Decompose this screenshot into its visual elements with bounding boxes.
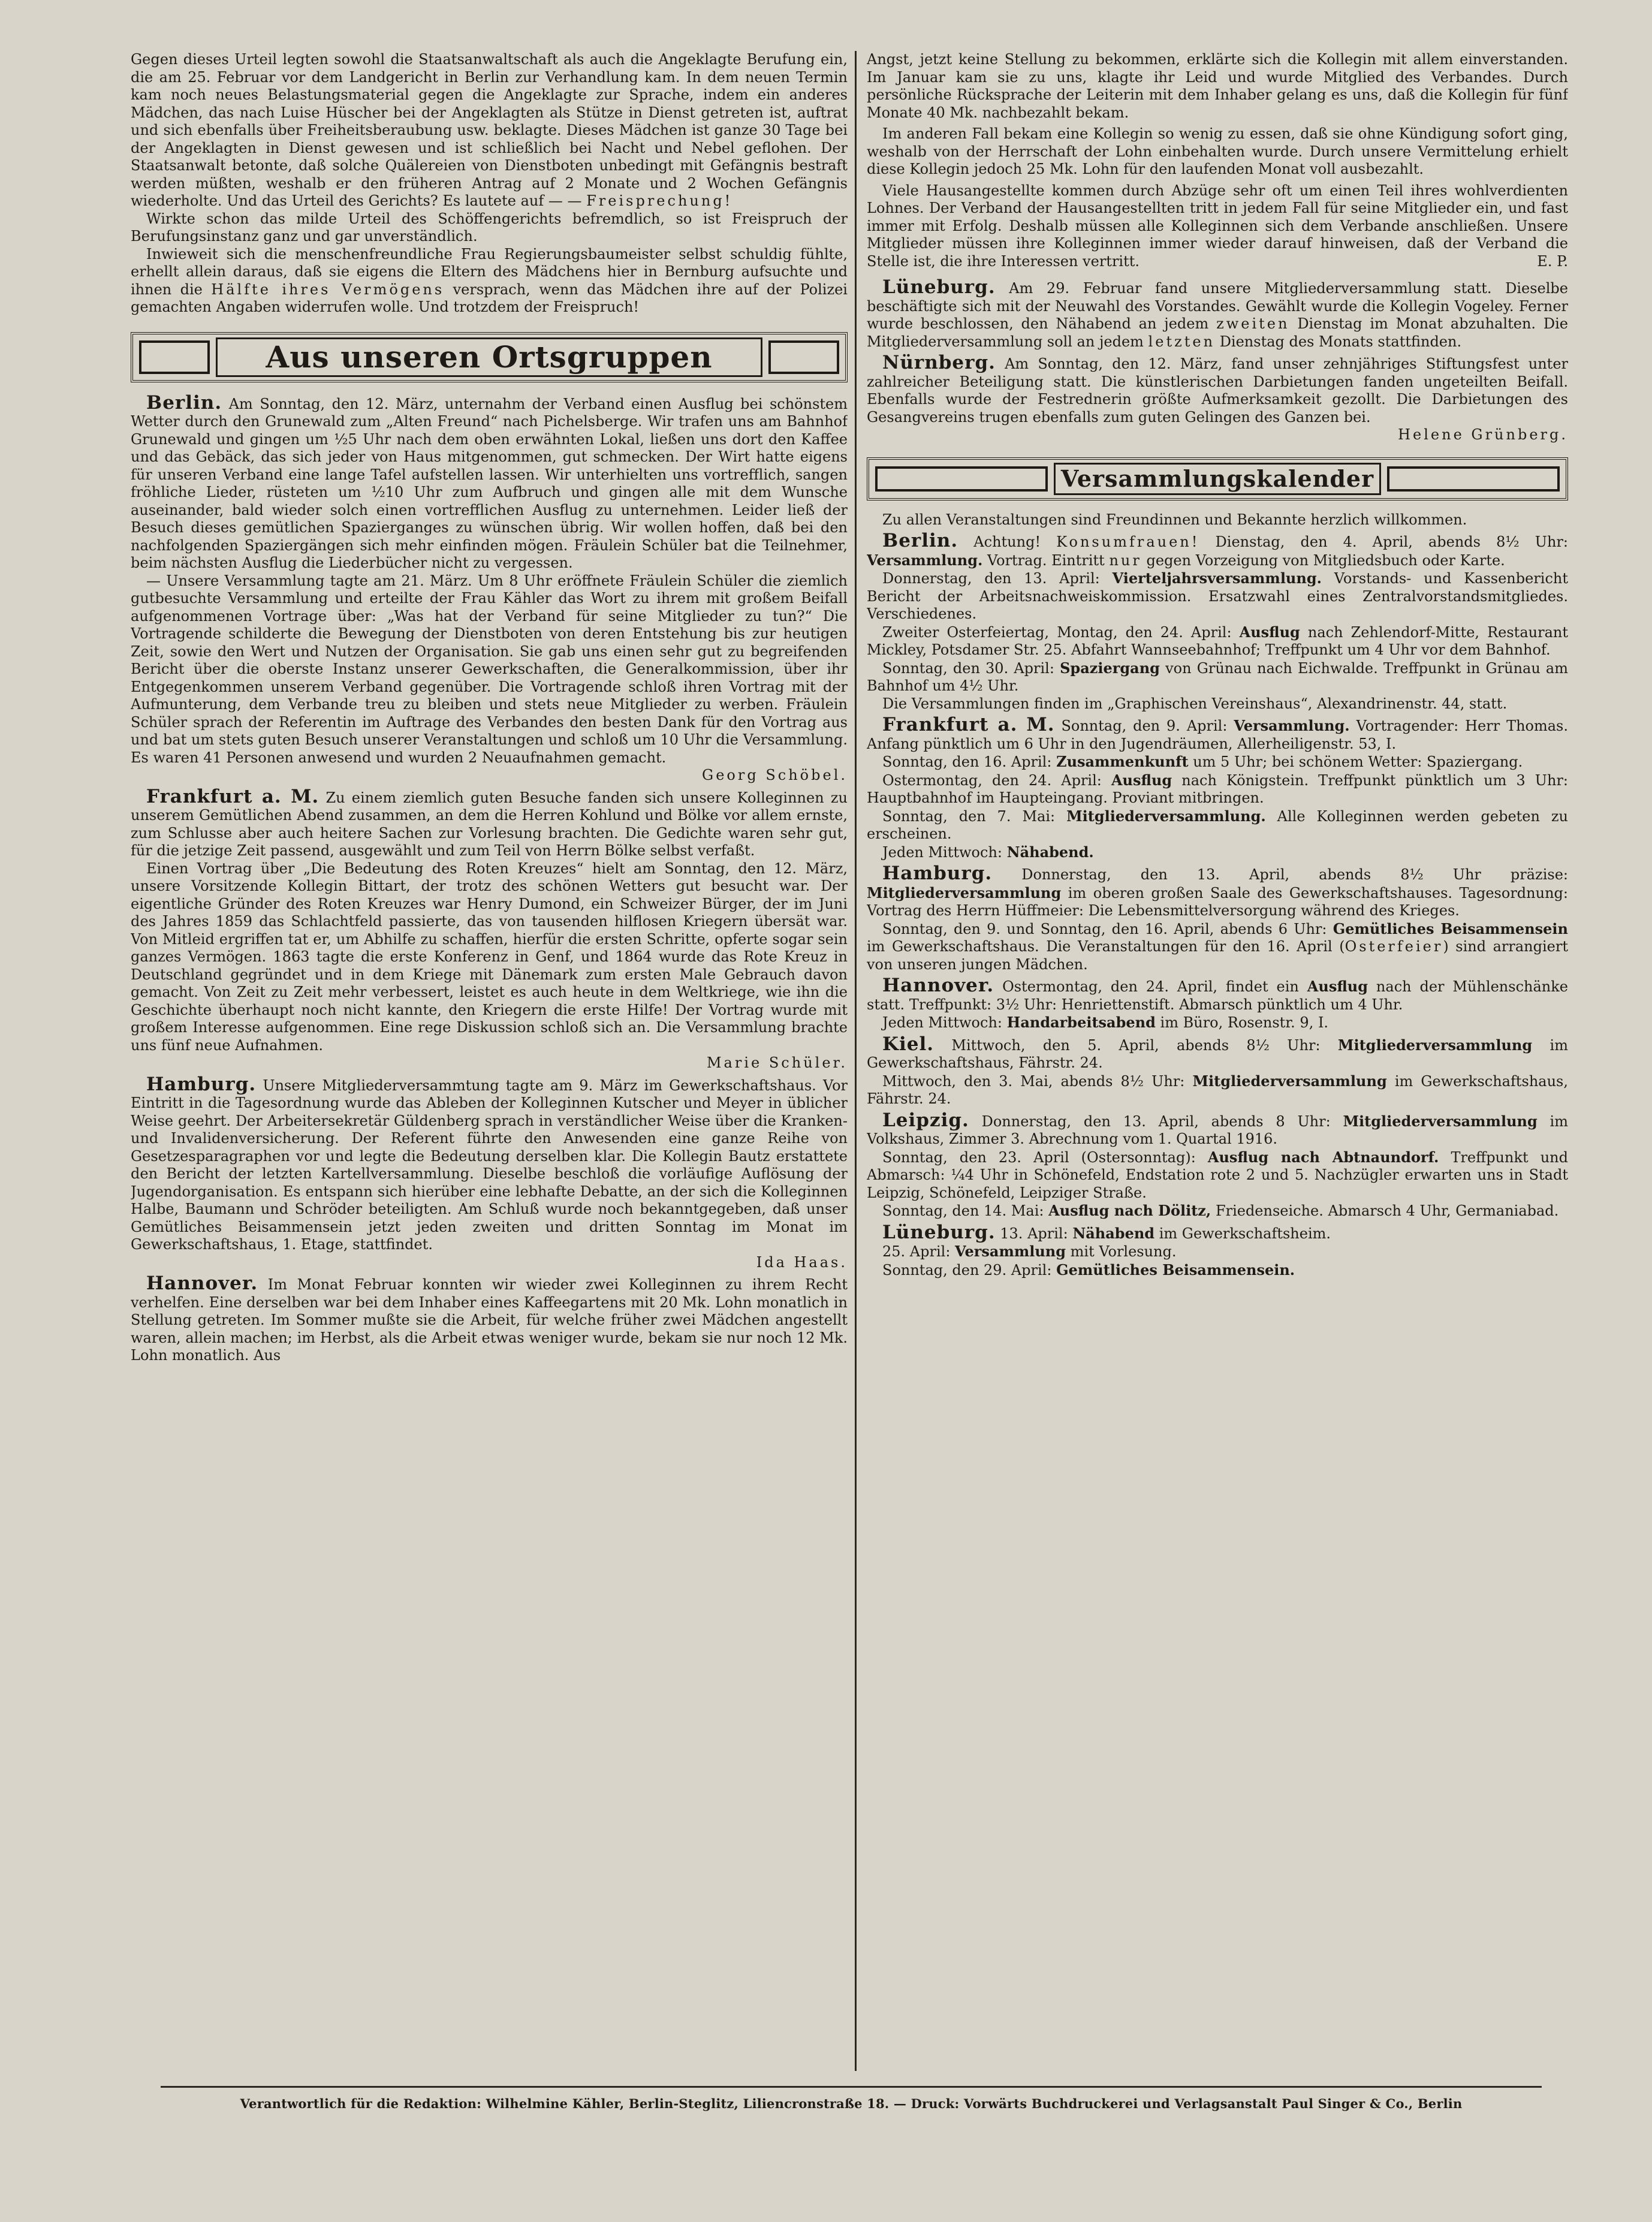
report-hamburg — [131, 1073, 848, 1272]
article-paragraph — [867, 182, 1568, 271]
event-type: Ausflug — [1111, 771, 1172, 789]
text: im Gewerkschaftshaus, Fährstr. 24. — [867, 1036, 1568, 1071]
report-berlin — [131, 391, 848, 572]
text: Sonntag, den 30. April: — [882, 659, 1054, 677]
city-name: Hamburg. — [882, 863, 993, 884]
report-hannover — [131, 1275, 848, 1365]
text: Im Monat Februar konnten wir wieder zwei Kolleginnen zu ihrem Recht verhelfen. Eine derselben war bei dem Inhaber eines Kaffeegartens mit 20 Mk. Lohn monatlich in Stellung getreten. Im Sommer mußte sie die Arbeit, für welche früher zwei Mädchen angestellt waren, allein machen; im Herbst, als die Arbeit etwas weniger wurde, bekam sie nur noch 12 Mk. Lohn monatlich. Aus — [131, 1276, 848, 1364]
city-name: Hannover. — [882, 975, 994, 996]
text: Einen Vortrag über „Die Bedeutung des Roten Kreuzes“ hielt am Sonntag, den 12. März, unsere Vorsitzende Kollegin Bittart, der trotz des schönen Wetters gut besucht war. Der eigentliche Gründer des Roten Kreuzes war Henry Dumond, ein Schweizer Bürger, der im Juni des Jahres 1859 das Schlachtfeld passierte, das von tausenden hilflosen Kriegern übersät war. Von Mitleid ergriffen tat er, um Abhilfe zu schaffen, hierfür die ersten Schritte, opferte sogar sein ganzes Vermögen. 1863 tagte die erste Konferenz in Genf, und 1864 wurde das Rote Kreuz in Deutschland gegründet und in dem Kriege mit Dänemark zum ersten Male Gebrauch davon gemacht. Von Zeit zu Zeit mehr verbessert, leistet es auch heute in dem Weltkriege, wie ihn die Geschichte überhaupt noch nicht kannte, den Kriegern die erste Hilfe! Der Vortrag wurde mit großem Interesse aufgenommen. Eine rege Diskussion schloß sich an. Die Versammlung brachte uns fünf neue Aufnahmen. — [131, 860, 848, 1054]
emphasis-text: zweiten — [1216, 315, 1290, 332]
calendar-entry — [867, 623, 1568, 659]
calendar-entry — [867, 1014, 1568, 1032]
calendar-hannover — [867, 977, 1568, 1014]
calendar-berlin — [867, 532, 1568, 569]
heading-ornament-left — [139, 340, 210, 374]
right-column — [867, 51, 1568, 2077]
event-type: Zusammenkunft — [1056, 753, 1189, 770]
event-type: Mitgliederversammlung. — [1066, 807, 1266, 825]
text: Donnerstag, den 13. April, abends 8 Uhr: — [981, 1112, 1331, 1130]
calendar-entry — [867, 659, 1568, 695]
text: Donnerstag, den 13. April, abends 8½ Uhr präzise: — [1021, 866, 1568, 883]
text: ) sind arrangiert von unseren jungen Mädchen. — [867, 938, 1568, 973]
section-heading-box — [131, 332, 848, 382]
text: im oberen großen Saale des Gewerkschaftshauses. Tagesordnung: Vortrag des Herrn Hüffmeier: Die Lebensmittelversorgung während des Krieges. — [867, 884, 1568, 919]
report-nuernberg — [867, 354, 1568, 444]
calendar-entry — [867, 843, 1568, 862]
calendar-entry — [867, 1243, 1568, 1261]
calendar-entry — [867, 807, 1568, 843]
signature: E. P. — [1537, 252, 1568, 270]
text: mit Vorlesung. — [1070, 1243, 1177, 1260]
calendar-kiel — [867, 1033, 1568, 1072]
event-type: Ausflug nach Dölitz, — [1048, 1202, 1211, 1219]
city-name: Kiel. — [882, 1033, 934, 1055]
column-divider — [855, 51, 857, 2071]
emphasis-text: letzten — [1148, 333, 1216, 350]
text: Mittwoch, den 5. April, abends 8½ Uhr: — [951, 1036, 1321, 1054]
text: Sonntag, den 14. Mai: — [882, 1202, 1044, 1219]
city-name: Leipzig. — [882, 1109, 969, 1131]
text: nach der Mühlenschänke statt. Treffpunkt: 3½ Uhr: Henriettenstift. Abmarsch pünktlich um 4 Uhr. — [867, 978, 1568, 1013]
text: Sonntag, den 9. April: — [1061, 717, 1228, 734]
heading-ornament-right — [768, 340, 839, 374]
text: Dienstag des Monats stattfinden. — [1219, 333, 1462, 350]
calendar-frankfurt — [867, 716, 1568, 753]
text: nach Königstein. Treffpunkt pünktlich um 3 Uhr: Hauptbahnhof im Haupteingang. Proviant mitbringen. — [867, 771, 1568, 806]
city-name: Frankfurt a. M. — [146, 785, 319, 807]
report-frankfurt — [131, 785, 848, 860]
text: Sonntag, den 9. und Sonntag, den 16. April, abends 6 Uhr: — [882, 920, 1327, 937]
event-type: Mitgliederversammlung — [1337, 1036, 1533, 1054]
left-column — [131, 51, 848, 2077]
calendar-intro: Zu allen Veranstaltungen sind Freundinnen und Bekannte herzlich willkommen. — [882, 511, 1467, 528]
text: Sonntag, den 29. April: — [882, 1261, 1052, 1279]
calendar-entry: Die Versammlungen finden im „Graphischen Vereinshaus“, Alexandrinenstr. 44, statt. — [882, 695, 1508, 712]
text: Am Sonntag, den 12. März, unternahm der Verband einen Ausflug bei schönstem Wetter durch den Grunewald zum „Alten Freund“ nach Pichelsberge. Wir trafen uns am Bahnhof Grunewald und gingen um ½5 Uhr nach dem oben erwähnten Lokal, ließen uns dort den Kaffee und das Gebäck, das sich jeder von Haus mitgenommen, gut schmecken. Der Wirt hatte eigens für unseren Verband eine lange Tafel aufstellen lassen. Wir unterhielten uns vortrefflich, sangen fröhliche Lieder, rüsteten um ½10 Uhr zum Aufbruch und gingen alle mit dem Wunsche auseinander, bald wieder solch einen vortrefflichen Ausflug zu unternehmen. Leider ließ der Besuch dieses gemütlichen Spazierganges zu wünschen übrig. Wir wollen hoffen, daß bei den nachfolgenden Spaziergängen sich mehr einfinden mögen. Fräulein Schüler bat die Teilnehmer, beim nächsten Ausflug die Liederbücher nicht zu vergessen. — [131, 395, 848, 571]
event-type: Mitgliederversammlung — [867, 884, 1062, 902]
text: Inwieweit sich die menschenfreundliche Frau Regierungsbaumeister selbst schuldig fühlte, erhellt allein daraus, daß sie eigens die Eltern des Mädchens hier in Bernburg aufsuchte und ihnen die — [131, 245, 848, 298]
article-paragraph: Wirkte schon das milde Urteil des Schöffengerichts befremdlich, so ist Freispruch der Berufungsinstanz ganz und gar unverständlich. — [131, 210, 848, 245]
signature: Ida Haas. — [756, 1253, 848, 1271]
text: Mittwoch, den 3. Mai, abends 8½ Uhr: — [882, 1072, 1185, 1090]
text: im Gewerkschaftshaus, Fährstr. 24. — [867, 1072, 1568, 1107]
text: 25. April: — [882, 1243, 951, 1260]
text: versprach, wenn das Mädchen ihre auf der Polizei gemachten Angaben widerrufen wolle. Und trotzdem der Freispruch! — [131, 281, 848, 315]
text: Am Sonntag, den 12. März, fand unser zehnjähriges Stiftungsfest unter zahlreicher Beteiligung statt. Die künstlerischen Darbietungen fanden ungeteilten Beifall. Ebenfalls wurde der Festrednerin größte Aufmerksamkeit gezollt. Die Darbietungen des Gesangvereins trugen ebenfalls zum guten Gelingen des Ganzen bei. — [867, 355, 1568, 426]
calendar-entry — [867, 920, 1568, 974]
city-name: Lüneburg. — [882, 1221, 996, 1243]
text: um 5 Uhr; bei schönem Wetter: Spaziergang. — [1193, 753, 1523, 770]
text: Ostermontag, den 24. April: — [882, 771, 1102, 789]
calendar-leipzig — [867, 1109, 1568, 1148]
event-type: Ausflug — [1307, 978, 1368, 995]
event-type: Versammlung. — [867, 551, 983, 569]
calendar-entry — [867, 1202, 1568, 1220]
text: Jeden Mittwoch: — [882, 1014, 1002, 1031]
event-type: Nähabend. — [1006, 843, 1094, 861]
emphasis-text: Hälfte ihres Vermögens — [211, 281, 445, 298]
section-heading: Aus unseren Ortsgruppen — [216, 337, 762, 377]
text: im Gewerkschaftsheim. — [1159, 1225, 1331, 1242]
text: Sonntag, den 23. April (Ostersonntag): — [882, 1148, 1196, 1166]
event-type: Mitgliederversammlung — [1192, 1072, 1387, 1090]
text: Sonntag, den 7. Mai: — [882, 807, 1056, 825]
city-name: Lüneburg. — [882, 276, 996, 298]
calendar-entry — [867, 569, 1568, 623]
text: im Büro, Rosenstr. 9, I. — [1160, 1014, 1329, 1031]
article-paragraph: Im anderen Fall bekam eine Kollegin so wenig zu essen, daß sie ohne Kündigung sofort ging, weshalb von der Herrschaft der Lohn einbehalten wurde. Durch unsere Vermittelung erhielt diese Kollegin jedoch 25 Mk. Lohn für den laufenden Monat voll ausbezahlt. — [867, 125, 1568, 177]
text: — Unsere Versammlung tagte am 21. März. Um 8 Uhr eröffnete Fräulein Schüler die ziemlich gutbesuchte Versammlung und erteilte der Frau Kähler das Wort zu ihrem mit großem Beifall aufgenommenen Vortrage über: „Was hat der Verband für seine Mitglieder zu tun?“ Die Vortragende schilderte die Bewegung der Dienstboten von deren Entstehung bis zur heutigen Zeit, sowie den Wert und Nutzen der Organisation. Sie gab uns einen sehr gut zu begreifenden Bericht über die oberste Instanz unserer Gewerkschaften, die Generalkommission, über ihr Entgegenkommen unserem Verband gegenüber. Die Vortragende schloß ihren Vortrag mit der Aufmunterung, dem Verbande treu zu bleiben und stets neue Mitglieder zu werben. Fräulein Schüler sprach der Referentin im Auftrage des Verbandes den besten Dank für den Vortrag aus und bat um stets guten Besuch unserer Veranstaltungen und schloß um 10 Uhr die Versammlung. Es waren 41 Personen anwesend und wurden 2 Neuaufnahmen gemacht. — [131, 572, 848, 766]
text: Dienstag im Monat abzuhalten. Die Mitgliederversammlung soll an jedem — [867, 315, 1568, 350]
event-type: Gemütliches Beisammensein. — [1056, 1261, 1295, 1279]
calendar-entry — [867, 1261, 1568, 1280]
text: Zweiter Osterfeiertag, Montag, den 24. April: — [882, 623, 1232, 641]
report-berlin-2 — [131, 572, 848, 785]
report-frankfurt-2 — [131, 860, 848, 1072]
heading-ornament-right — [1387, 466, 1560, 492]
emphasis-text: nur — [1109, 551, 1142, 569]
text: 13. April: — [1000, 1225, 1068, 1242]
city-name: Hamburg. — [146, 1073, 257, 1095]
text: von Grünau nach Eichwalde. Treffpunkt in Grünau am Bahnhof um 4½ Uhr. — [867, 659, 1568, 694]
event-type: Versammlung. — [1234, 717, 1350, 734]
text: Sonntag, den 16. April: — [882, 753, 1052, 770]
text: Gegen dieses Urteil legten sowohl die Staatsanwaltschaft als auch die Angeklagte Berufung ein, die am 25. Februar vor dem Landgericht in Berlin zur Verhandlung kam. In dem neuen Termin kam noch neues Belastungsmaterial gegen die Angeklagte zur Sprache, indem ein anderes Mädchen, das nach Luise Hüscher bei der Angeklagten als Stütze in Dienst getreten ist, auftrat und sich ebenfalls über Freiheitsberaubung usw. beklagte. Dieses Mädchen ist ganze 30 Tage bei der Angeklagten in Dienst gewesen und ist schließlich bei Nacht und Nebel geflohen. Der Staatsanwalt betonte, daß solche Quälereien von Dienstboten unbedingt mit Gefängnis bestraft werden müßten, weshalb er den früheren Antrag auf 2 Monate und 2 Wochen Gefängnis wiederholte. Und das Urteil des Gerichts? Es lautete auf — — — [131, 51, 848, 209]
text: Donnerstag, den 13. April: — [882, 570, 1100, 587]
emphasis-text: Freisprechung! — [586, 192, 733, 209]
text: Viele Hausangestellte kommen durch Abzüge sehr oft um einen Teil ihres wohlverdienten Lohnes. Der Verband der Hausangestellten tritt in jedem Fall für seine Mitglieder ein, und fast immer mit Erfolg. Deshalb müssen alle Kolleginnen sich dem Verbande anschließen. Unsere Mitglieder müssen ihre Kolleginnen immer wieder darauf hinweisen, daß der Verband die Stelle ist, die ihre Interessen vertritt. — [867, 182, 1568, 270]
section-heading: Versammlungskalender — [1054, 463, 1381, 495]
text: Vorstands- und Kassenbericht Bericht der Arbeitsnachweiskommission. Ersatzwahl eines Zentralvorstandsmitgliedes. Verschiedenes. — [867, 570, 1568, 622]
article-paragraph: Angst, jetzt keine Stellung zu bekommen, erklärte sich die Kollegin mit allem einverstanden. Im Januar kam sie zu uns, klagte ihr Leid und wurde Mitglied des Verbandes. Durch persönliche Rücksprache der Leiterin mit dem Inhaber gelang es uns, daß die Kollegin für fünf Monate 40 Mk. nachbezahlt bekam. — [867, 51, 1568, 121]
event-type: Vierteljahrsversammlung. — [1112, 569, 1322, 587]
text: im Gewerkschaftshaus. Die Veranstaltungen für den 16. April ( — [867, 938, 1345, 955]
text: Achtung! — [973, 533, 1041, 550]
text: Jeden Mittwoch: — [882, 843, 1002, 861]
article-paragraph — [131, 51, 848, 210]
signature: Georg Schöbel. — [702, 767, 848, 783]
event-type: Nähabend — [1072, 1224, 1155, 1242]
text: Alle Kolleginnen werden gebeten zu erscheinen. — [867, 807, 1568, 842]
signature: Helene Grünberg. — [1398, 426, 1568, 443]
text: Unsere Mitgliederversammtung tagte am 9. März im Gewerkschaftshaus. Vor Eintritt in die Tagesordnung wurde das Ableben der Kolleginnen Kutscher und Meyer in üblicher Weise geehrt. Der Arbeitersekretär Güldenberg sprach in verständlicher Weise über die Kranken- und Invalidenversicherung. Der Referent führte den Anwesenden eine ganze Reihe von Gesetzesparagraphen vor und legte die Bedeutung derselben klar. Die Kollegin Bautz erstattete den Bericht der letzten Kartellversammlung. Dieselbe beschloß die vorläufige Auflösung der Jugendorganisation. Es entspann sich hierüber eine lebhafte Debatte, an der sich die Kolleginnen Halbe, Baumann und Schröder beteiligten. Am Schluß wurde noch bekanntgegeben, daß unser Gemütliches Beisammensein jetzt jeden zweiten und dritten Sonntag im Monat im Gewerkschaftshaus, 1. Etage, stattfindet. — [131, 1077, 848, 1253]
event-type: Versammlung — [955, 1243, 1066, 1260]
event-type: Handarbeitsabend — [1006, 1014, 1156, 1031]
event-type: Ausflug nach Abtnaundorf. — [1207, 1148, 1439, 1166]
heading-ornament-left — [875, 466, 1048, 492]
calendar-entry — [867, 771, 1568, 807]
calendar-entry — [867, 1072, 1568, 1108]
report-lueneburg — [867, 276, 1568, 351]
event-type: Gemütliches Beisammensein — [1333, 919, 1568, 937]
calendar-hamburg — [867, 865, 1568, 920]
emphasis-text: Konsumfrauen! — [1056, 533, 1200, 550]
text: Zu einem ziemlich guten Besuche fanden sich unsere Kolleginnen zu unserem Gemütlichen Abend zusammen, an dem die Herren Kohlund und Bölke vor allem ernste, zum Schlusse aber auch heitere Sachen zur Vorlesung brachten. Die Gedichte waren sehr gut, für die jetzige Zeit passend, ausgewählt und zum Teil von Herrn Bölke selbst verfaßt. — [131, 789, 848, 859]
imprint-footer: Verantwortlich für die Redaktion: Wilhelmine Kähler, Berlin-Steglitz, Liliencronstraße 18. — Druck: Vorwärts Buchdruckerei und Verlagsanstalt Paul Singer & Co., Berlin — [161, 2086, 1542, 2111]
city-name: Berlin. — [146, 391, 222, 414]
section-heading-box — [867, 457, 1568, 501]
emphasis-text: Osterfeier — [1344, 938, 1443, 955]
text: Dienstag, den 4. April, abends 8½ Uhr: — [1215, 533, 1568, 550]
city-name: Hannover. — [146, 1273, 258, 1294]
event-type: Ausflug — [1239, 623, 1300, 641]
text: Vortrag. Eintritt — [987, 551, 1105, 569]
text: Ostermontag, den 24. April, findet ein — [1002, 978, 1299, 995]
event-type: Spaziergang — [1060, 659, 1160, 677]
text: Treffpunkt und Abmarsch: ¼4 Uhr in Schönefeld, Endstation rote 2 und 5. Nachzügler erwarten uns in Stadt Leipzig, Schönefeld, Leipziger Straße. — [867, 1148, 1568, 1201]
article-paragraph — [131, 246, 848, 316]
city-name: Frankfurt a. M. — [882, 714, 1055, 735]
calendar-entry — [867, 753, 1568, 771]
calendar-lueneburg — [867, 1221, 1568, 1243]
text: Friedenseiche. Abmarsch 4 Uhr, Germaniabad. — [1215, 1202, 1559, 1219]
event-type: Mitgliederversammlung — [1343, 1112, 1538, 1130]
calendar-entry — [867, 1148, 1568, 1202]
signature: Marie Schüler. — [706, 1054, 848, 1071]
city-name: Nürnberg. — [882, 352, 996, 373]
text: im Volkshaus, Zimmer 3. Abrechnung vom 1. Quartal 1916. — [867, 1112, 1568, 1147]
text: nach Zehlendorf-Mitte, Restaurant Mickley, Potsdamer Str. 25. Abfahrt Wannseebahnhof; Treffpunkt um 4 Uhr vor dem Bahnhof. — [867, 623, 1568, 658]
text: gegen Vorzeigung von Mitgliedsbuch oder Karte. — [1146, 551, 1505, 569]
city-name: Berlin. — [882, 530, 958, 551]
text: Vortragender: Herr Thomas. Anfang pünktlich um 6 Uhr in den Jugendräumen, Allerheiligenstr. 53, I. — [867, 717, 1568, 752]
text: Am 29. Februar fand unsere Mitgliederversammlung statt. Dieselbe beschäftigte sich mit der Neuwahl des Vorstandes. Gewählt wurde die Kollegin Vogeley. Ferner wurde beschlossen, den Nähabend an jedem — [867, 280, 1568, 332]
